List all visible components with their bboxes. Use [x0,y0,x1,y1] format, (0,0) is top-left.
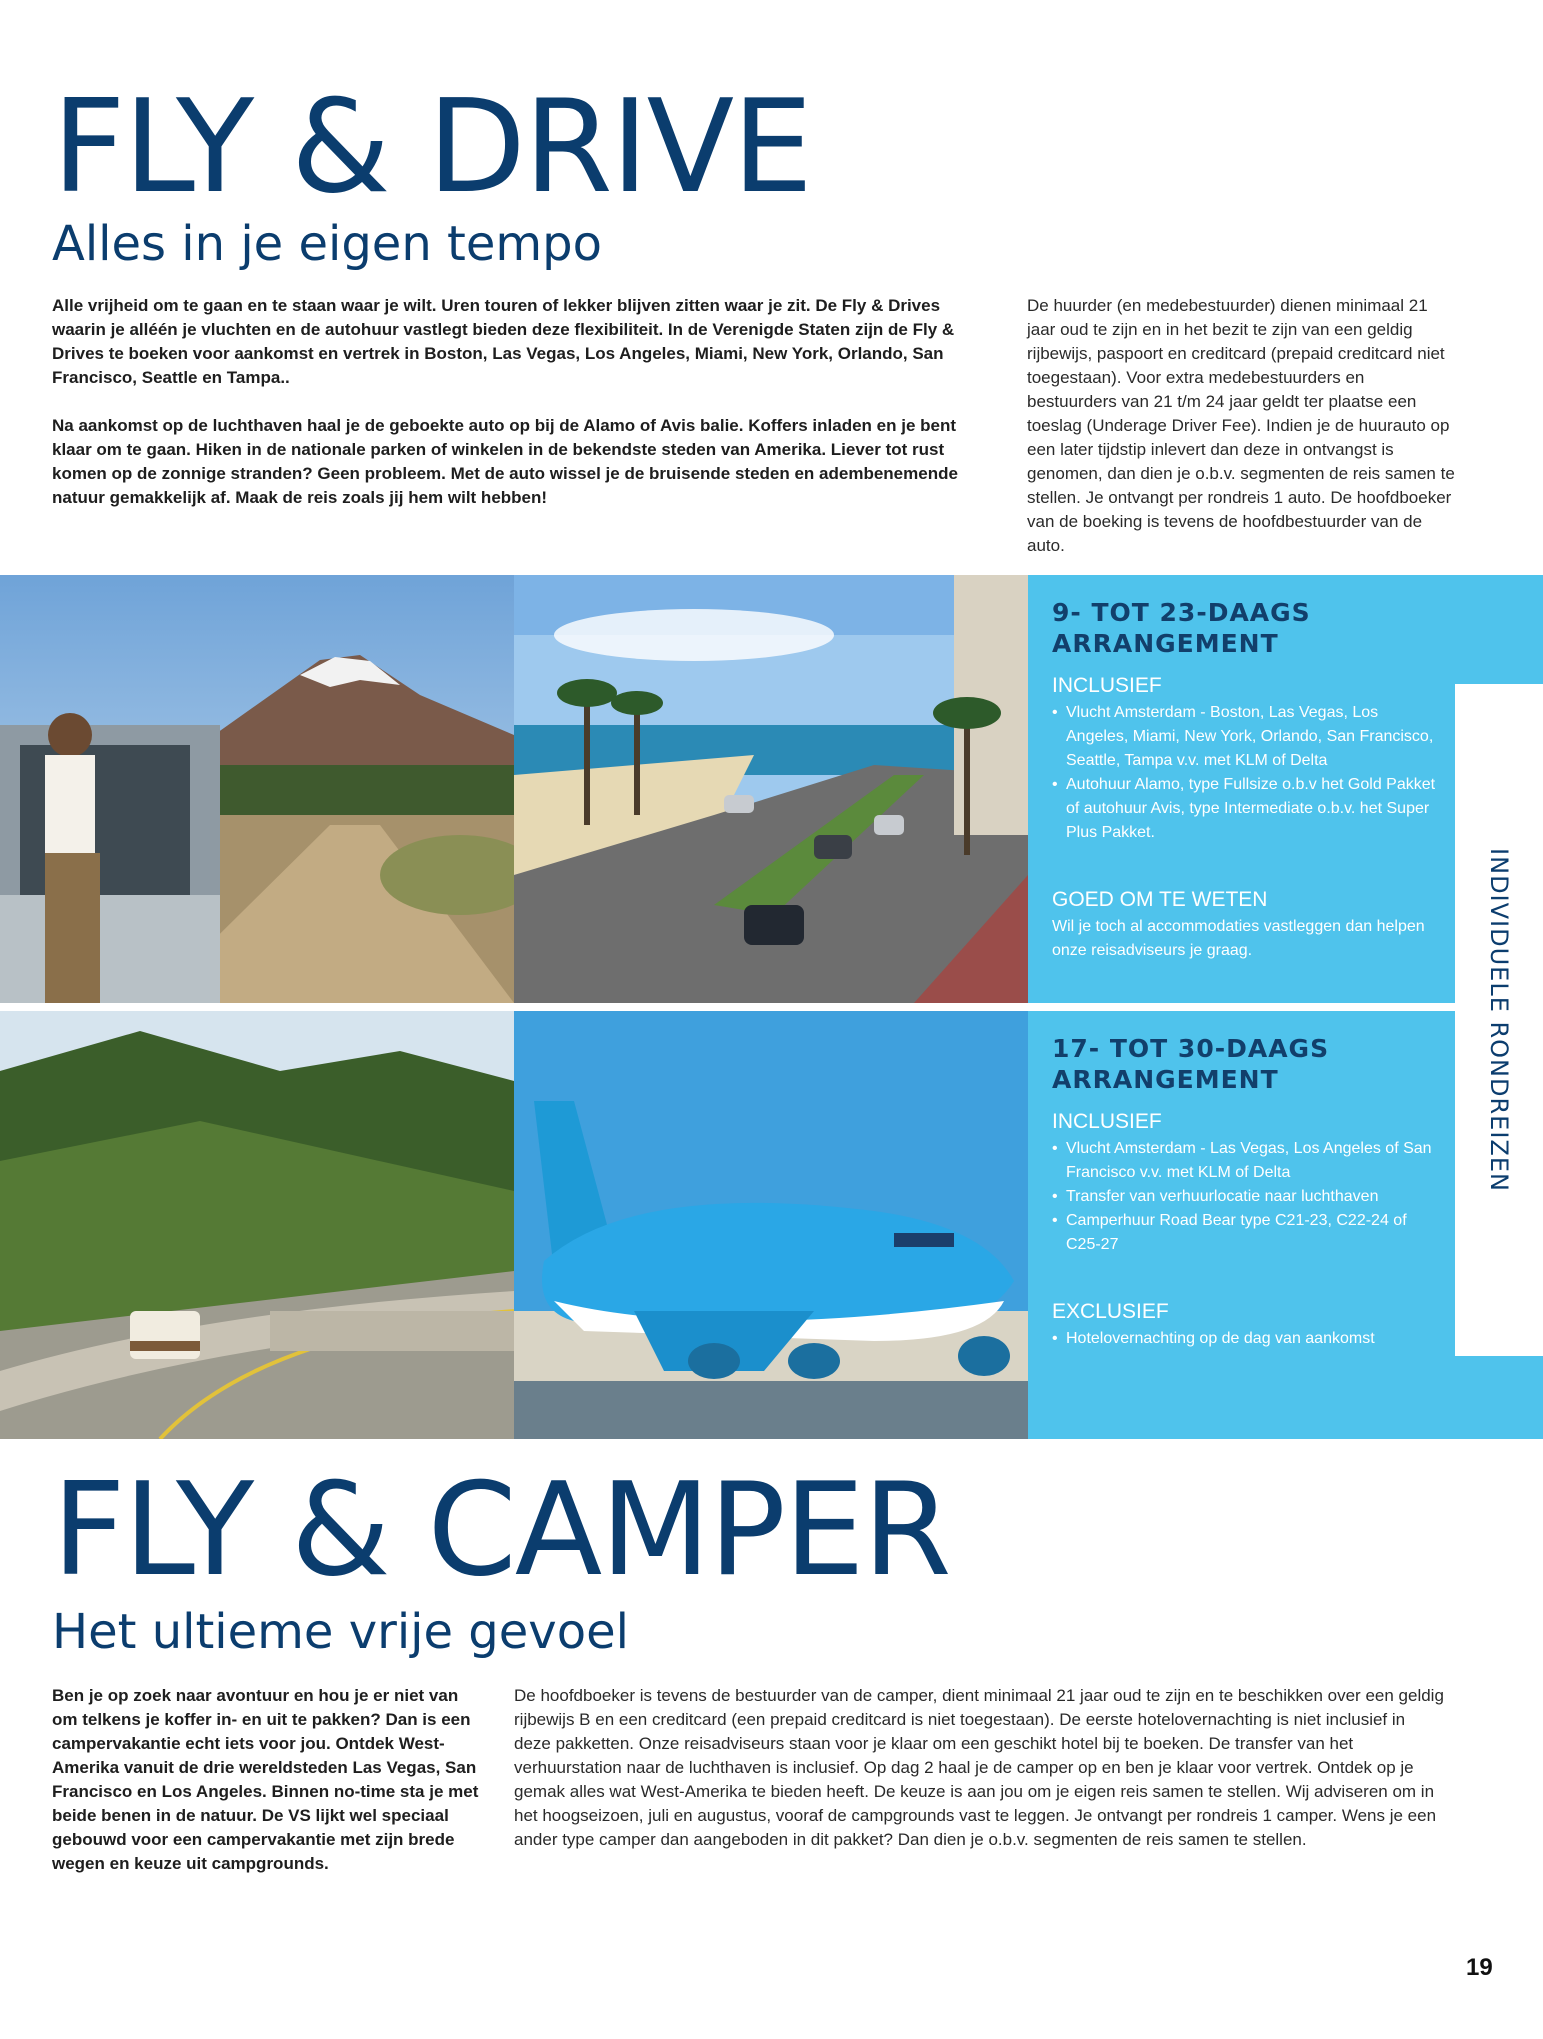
list-item: • Transfer van verhuurlocatie naar luchthaven [1052,1185,1442,1209]
list-item: • Hotelovernachting op de dag van aankomst [1052,1327,1442,1351]
fly-camper-conditions: De hoofdboeker is tevens de bestuurder van de camper, dient minimaal 21 jaar oud te zijn en te beschikken over een geldig rijbewijs B en een creditcard (een prepaid creditcard is niet toegestaan). De eerste hotelovernachting is niet inclusief in deze pakketten. Onze reisadviseurs staan voor je klaar om een geschikt hotel bij te boeken. De transfer van het verhuurstation naar de luchthaven is inclusief. Op dag 2 haal je de camper op en ben je klaar voor vertrek. Ontdek op je gemak alles wat West-Amerika te bieden heeft. De keuze is aan jou om je eigen reis samen te stellen. Wij adviseren om in het hoogseizoen, juli en augustus, vooraf de campgrounds vast te leggen. Je ontvangt per rondreis 1 camper. Wens je een ander type camper dan aangeboden in dit pakket? Dan dien je o.b.v. segmenten de reis samen te stellen. [514,1686,1444,1849]
fly-camper-subtitle: Het ultieme vrije gevoel [52,1604,629,1660]
fly-drive-conditions: De huurder (en medebestuurder) dienen minimaal 21 jaar oud te zijn en in het bezit te zijn van een geldig rijbewijs, paspoort en creditcard (prepaid creditcard niet toegestaan). Voor extra medebestuurders en bestuurders van 21 t/m 24 jaar geldt ter plaatse een toeslag (Underage Driver Fee). Indien je de huurauto op een later tijdstip inlevert dan deze in ontvangst is genomen, dan dien je o.b.v. segmenten de reis samen te stellen. Je ontvangt per rondreis 1 auto. De hoofdboeker van de boeking is tevens de hoofdbestuurder van de auto. [1027,296,1455,555]
exclusief-label: EXCLUSIEF [1052,1300,1169,1323]
panel-heading: 17- TOT 30-DAAGS ARRANGEMENT [1052,1034,1330,1094]
fly-drive-intro-paragraph: Na aankomst op de luchthaven haal je de geboekte auto op bij de Alamo of Avis balie. Koffers inladen en je bent klaar om te gaan. Hiken in de nationale parken of winkelen in de bekendste steden van Amerika. Liever tot rust komen op de zonnige stranden? Geen probleem. Met de auto wissel je de bruisende steden en adembenemende natuur gemakkelijk af. Maak de reis zoals jij hem wilt hebben! [52,416,958,507]
fly-drive-subtitle: Alles in je eigen tempo [52,216,602,272]
list-item: • Vlucht Amsterdam - Boston, Las Vegas, Los Angeles, Miami, New York, Orlando, San Francisco, Seattle, Tampa v.v. met KLM of Delta [1052,701,1442,773]
list-item: • Vlucht Amsterdam - Las Vegas, Los Angeles of San Francisco v.v. met KLM of Delta [1052,1137,1442,1185]
inclusief-list [1052,1137,1442,1257]
section-side-tab [1455,684,1543,1356]
fly-drive-title: FLY & DRIVE [52,73,811,222]
list-item: • Autohuur Alamo, type Fullsize o.b.v het Gold Pakket of autohuur Avis, type Intermediate o.b.v. het Super Plus Pakket. [1052,773,1442,845]
goed-om-te-weten-text: Wil je toch al accommodaties vastleggen dan helpen onze reisadviseurs je graag. [1052,918,1425,959]
goed-om-te-weten-label: GOED OM TE WETEN [1052,888,1268,911]
fly-camper-intro: Ben je op zoek naar avontuur en hou je er niet van om telkens je koffer in- en uit te pakken? Dan is een campervakantie echt iets voor jou. Ontdek West-Amerika vanuit de drie wereldsteden Las Vegas, San Francisco en Los Angeles. Binnen no-time sta je met beide benen in de natuur. De VS lijkt wel speciaal gebouwd voor een campervakantie met zijn brede wegen en keuze uit campgrounds. [52,1686,479,1873]
fly-camper-title: FLY & CAMPER [52,1456,950,1605]
panel-heading: 9- TOT 23-DAAGS ARRANGEMENT [1052,598,1311,658]
exclusief-list [1052,1327,1442,1351]
page-number: 19 [1466,1954,1493,1981]
photo-woman-with-car [0,575,514,1003]
photo-klm-airplane [514,1011,1028,1439]
list-item: • Camperhuur Road Bear type C21-23, C22-24 of C25-27 [1052,1209,1442,1257]
inclusief-label: INCLUSIEF [1052,674,1162,697]
inclusief-label: INCLUSIEF [1052,1110,1162,1133]
photo-camper-bridge [0,1011,514,1439]
section-side-tab-label: INDIVIDUELE RONDREIZEN [1485,848,1513,1192]
photo-boulevard-miami [514,575,1028,1003]
fly-drive-intro [52,294,972,510]
fly-drive-intro-paragraph: Alle vrijheid om te gaan en te staan waar je wilt. Uren touren of lekker blijven zitten waar je zit. De Fly & Drives waarin je alléén je vluchten en de autohuur vastlegt bieden deze flexibiliteit. In de Verenigde Staten zijn de Fly & Drives te boeken voor aankomst en vertrek in Boston, Las Vegas, Los Angeles, Miami, New York, Orlando, San Francisco, Seattle en Tampa.. [52,296,955,387]
inclusief-list [1052,701,1442,845]
